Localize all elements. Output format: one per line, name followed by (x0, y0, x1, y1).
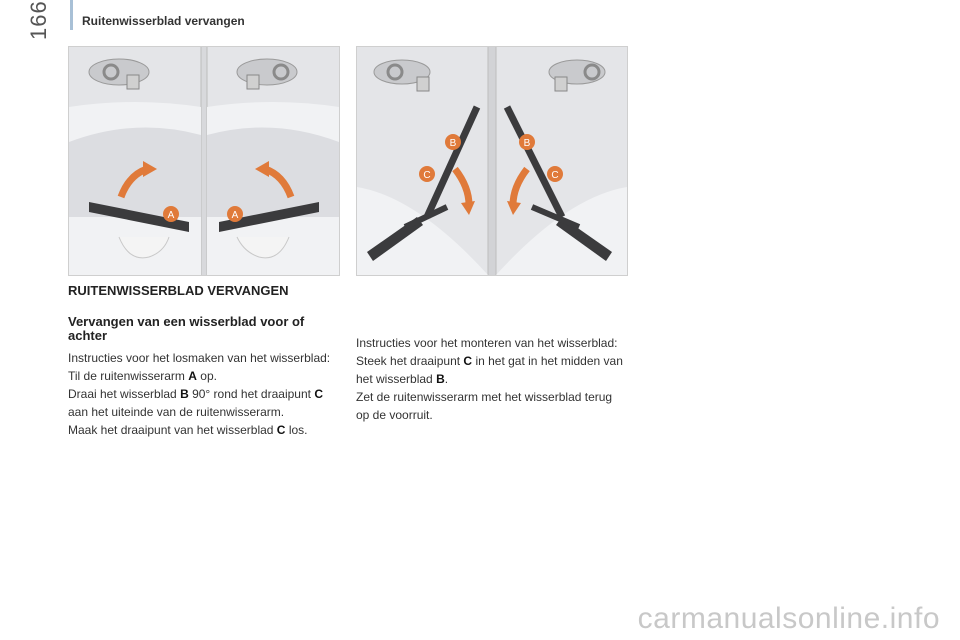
removal-step-2: Draai het wisserblad B 90° rond het draaipunt C aan het uiteinde van de ruitenwisserarm. (68, 387, 323, 419)
fitting-intro: Instructies voor het monteren van het wisserblad: (356, 336, 618, 350)
watermark: carmanualsonline.info (637, 602, 940, 635)
removal-step-3: Maak het draaipunt van het wisserblad C los. (68, 423, 308, 437)
fitting-step-1: Steek het draaipunt C in het gat in het midden van het wisserblad B. (356, 354, 623, 386)
removal-step-1: Til de ruitenwisserarm A op. (68, 369, 217, 383)
label-b-right: B (523, 138, 531, 149)
fitting-step-2: Zet de ruitenwisserarm met het wisserblad terug op de voorruit. (356, 390, 613, 422)
label-c-left: C (423, 170, 431, 181)
label-a-left: A (167, 210, 175, 221)
removal-instructions (68, 349, 343, 439)
label-c-right: C (551, 170, 559, 181)
label-b-left: B (449, 138, 457, 149)
label-a-right: A (231, 210, 239, 221)
removal-intro: Instructies voor het losmaken van het wisserblad: (68, 351, 331, 365)
section-title: RUITENWISSERBLAD VERVANGEN (68, 283, 289, 298)
header-accent-bar (70, 0, 73, 30)
illustration-lift-arm (68, 46, 340, 276)
illustration-rotate-blade-svg (357, 47, 627, 275)
illustration-rotate-blade (356, 46, 628, 276)
subsection-title: Vervangen van een wisserblad voor of achter (68, 314, 305, 343)
page-number: 166 (26, 0, 51, 40)
fitting-instructions (356, 334, 626, 424)
header-title: Ruitenwisserblad vervangen (82, 14, 245, 28)
illustration-lift-arm-svg (69, 47, 339, 275)
